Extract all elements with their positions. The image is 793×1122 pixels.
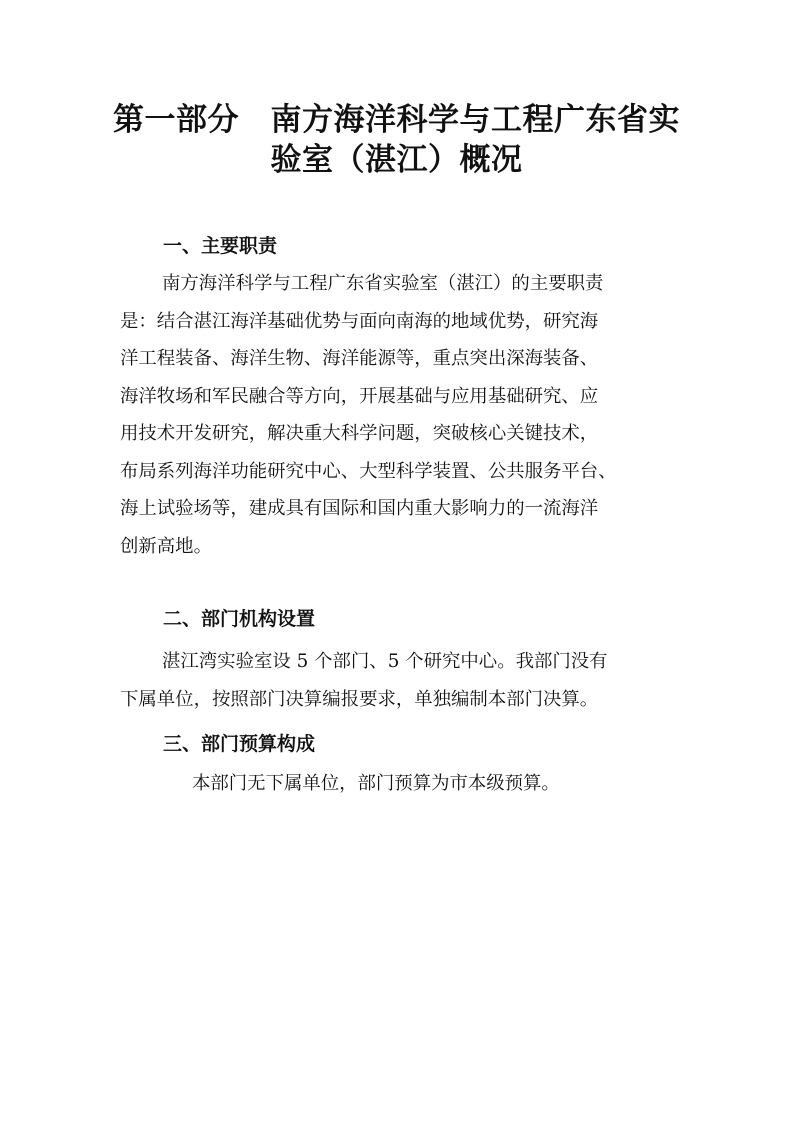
body-line: 创新高地。 bbox=[120, 535, 212, 557]
body-line: 本部门无下属单位，部门预算为市本级预算。 bbox=[192, 773, 560, 794]
body-line: 用技术开发研究，解决重大科学问题，突破核心关键技术， bbox=[120, 423, 599, 444]
body-line: 布局系列海洋功能研究中心、大型科学装置、公共服务平台、 bbox=[120, 460, 617, 482]
section-heading-org-structure: 二、部门机构设置 bbox=[163, 608, 316, 630]
body-line: 南方海洋科学与工程广东省实验室（湛江）的主要职责 bbox=[162, 273, 604, 294]
section-heading-main-duties: 一、主要职责 bbox=[163, 235, 278, 257]
body-line: 下属单位，按照部门决算编报要求，单独编制本部门决算。 bbox=[120, 688, 599, 710]
section-body-org-structure bbox=[120, 643, 680, 718]
body-line: 海上试验场等，建成具有国际和国内重大影响力的一流海洋 bbox=[120, 498, 599, 519]
body-line: 是：结合湛江海洋基础优势与面向南海的地域优势，研究海 bbox=[120, 310, 599, 332]
body-line: 湛江湾实验室设 5 个部门、5 个研究中心。我部门没有 bbox=[162, 651, 608, 672]
body-line: 洋工程装备、海洋生物、海洋能源等，重点突出深海装备、 bbox=[120, 348, 599, 369]
document-title-line-1: 第一部分 南方海洋科学与工程广东省实 bbox=[113, 102, 680, 138]
body-line: 海洋牧场和军民融合等方向，开展基础与应用基础研究、应 bbox=[120, 385, 599, 407]
document-title-line-2: 验室（湛江）概况 bbox=[270, 142, 523, 178]
section-body-main-duties bbox=[120, 265, 680, 565]
section-body-budget-composition bbox=[120, 765, 680, 803]
section-heading-budget-composition: 三、部门预算构成 bbox=[163, 733, 316, 755]
